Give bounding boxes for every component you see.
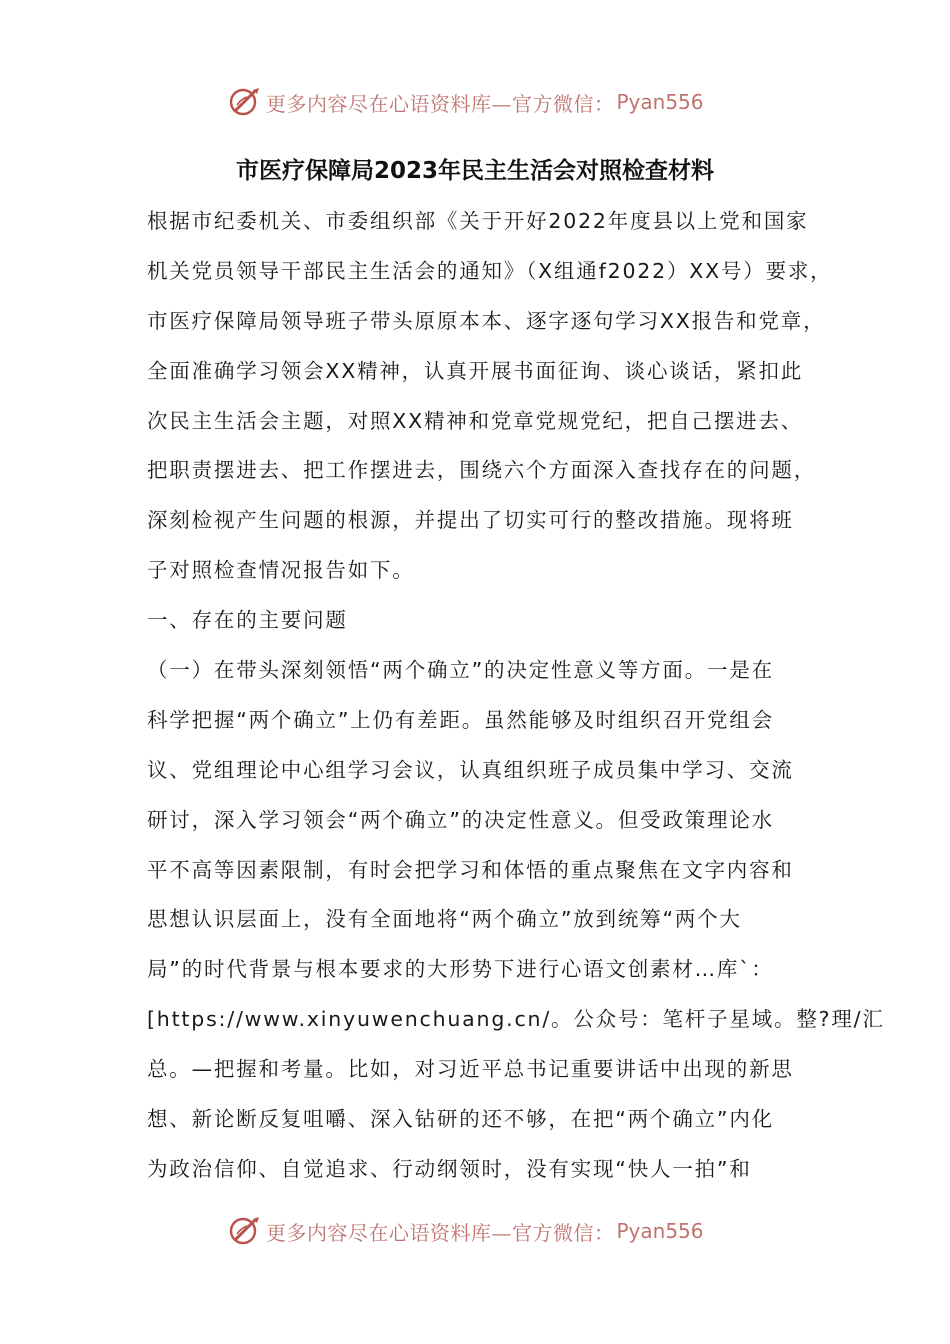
body-line: 想、新论断反复咀嚼、深入钻研的还不够，在把“两个确立”内化 xyxy=(147,1107,774,1132)
pen-logo-icon xyxy=(228,1214,262,1248)
footer-watermark-banner xyxy=(228,1211,704,1251)
body-line: 思想认识层面上，没有全面地将“两个确立”放到统筹“两个大 xyxy=(147,907,742,932)
body-line: 全面准确学习领会XX精神，认真开展书面征询、谈心谈话，紧扣此 xyxy=(147,358,804,383)
body-line-url: [https://www.xinyuwenchuang.cn/。公众号：笔杆子星域。整?理/汇 xyxy=(147,1007,885,1032)
body-line: 为政治信仰、自觉追求、行动纲领时，没有实现“快人一拍”和 xyxy=(147,1156,752,1181)
header-watermark-banner xyxy=(228,82,704,122)
document-title: 市医疗保障局2023年民主生活会对照检查材料 xyxy=(235,158,714,184)
body-line: 总。—把握和考量。比如，对习近平总书记重要讲话中出现的新思 xyxy=(147,1057,794,1082)
pen-logo-icon xyxy=(228,85,262,119)
body-line: 议、党组理论中心组学习会议，认真组织班子成员集中学习、交流 xyxy=(147,757,794,782)
section-heading: 一、存在的主要问题 xyxy=(147,608,348,633)
body-line: 研讨，深入学习领会“两个确立”的决定性意义。但受政策理论水 xyxy=(147,807,774,832)
body-line: 根据市纪委机关、市委组织部《关于开好2022年度县以上党和国家 xyxy=(147,209,809,233)
body-line: 科学把握“两个确立”上仍有差距。虽然能够及时组织召开党组会 xyxy=(147,707,774,732)
watermark-wechat-id: Pyan556 xyxy=(616,90,704,114)
watermark-text: 更多内容尽在心语资料库—官方微信： xyxy=(266,1220,615,1245)
body-line: 深刻检视产生问题的根源，并提出了切实可行的整改措施。现将班 xyxy=(147,508,794,533)
body-line: 次民主生活会主题，对照XX精神和党章党规党纪，把自己摆进去、 xyxy=(147,408,804,433)
body-line: 子对照检查情况报告如下。 xyxy=(147,558,415,583)
watermark-wechat-id: Pyan556 xyxy=(616,1219,704,1243)
body-line: 局”的时代背景与根本要求的大形势下进行心语文创素材…库`： xyxy=(147,957,774,982)
body-line: 平不高等因素限制，有时会把学习和体悟的重点聚焦在文字内容和 xyxy=(147,857,794,882)
body-line: 市医疗保障局领导班子带头原原本本、逐字逐句学习XX报告和党章， xyxy=(147,308,826,333)
body-line: （一）在带头深刻领悟“两个确立”的决定性意义等方面。一是在 xyxy=(147,658,774,683)
body-line: 把职责摆进去、把工作摆进去，围绕六个方面深入查找存在的问题， xyxy=(147,458,816,483)
body-line: 机关党员领导干部民主生活会的通知》（X组通f2022）XX号）要求， xyxy=(147,258,833,283)
watermark-text: 更多内容尽在心语资料库—官方微信： xyxy=(266,91,615,116)
document-body xyxy=(147,197,885,1195)
